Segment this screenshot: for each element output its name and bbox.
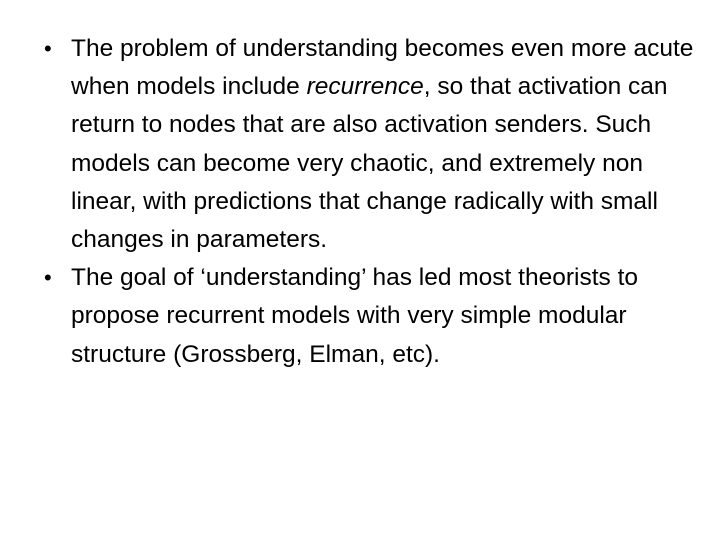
bullet-text-start: The goal of ‘understanding’ has led most theorists to propose recurrent models with very simple modular structure (Grossberg, Elman, etc). (71, 264, 639, 368)
bullet-text-start: The problem of understanding becomes even more acute when models include (71, 35, 694, 101)
bullet-item-understanding (44, 259, 694, 374)
bullet-marker: • (44, 265, 52, 291)
emphasized-term: recurrence (306, 73, 424, 101)
bullet-item-recurrence (44, 30, 694, 259)
bullet-text-end: , so that activation can return to nodes that are also activation senders. Such models can become very chaotic, and extremely non linear, with predictions that change radically with small changes in parameters. (71, 73, 668, 254)
bullet-marker: • (44, 36, 52, 61)
bullet-list (44, 30, 694, 374)
bullet-text (71, 264, 638, 367)
bullet-text (71, 35, 693, 253)
